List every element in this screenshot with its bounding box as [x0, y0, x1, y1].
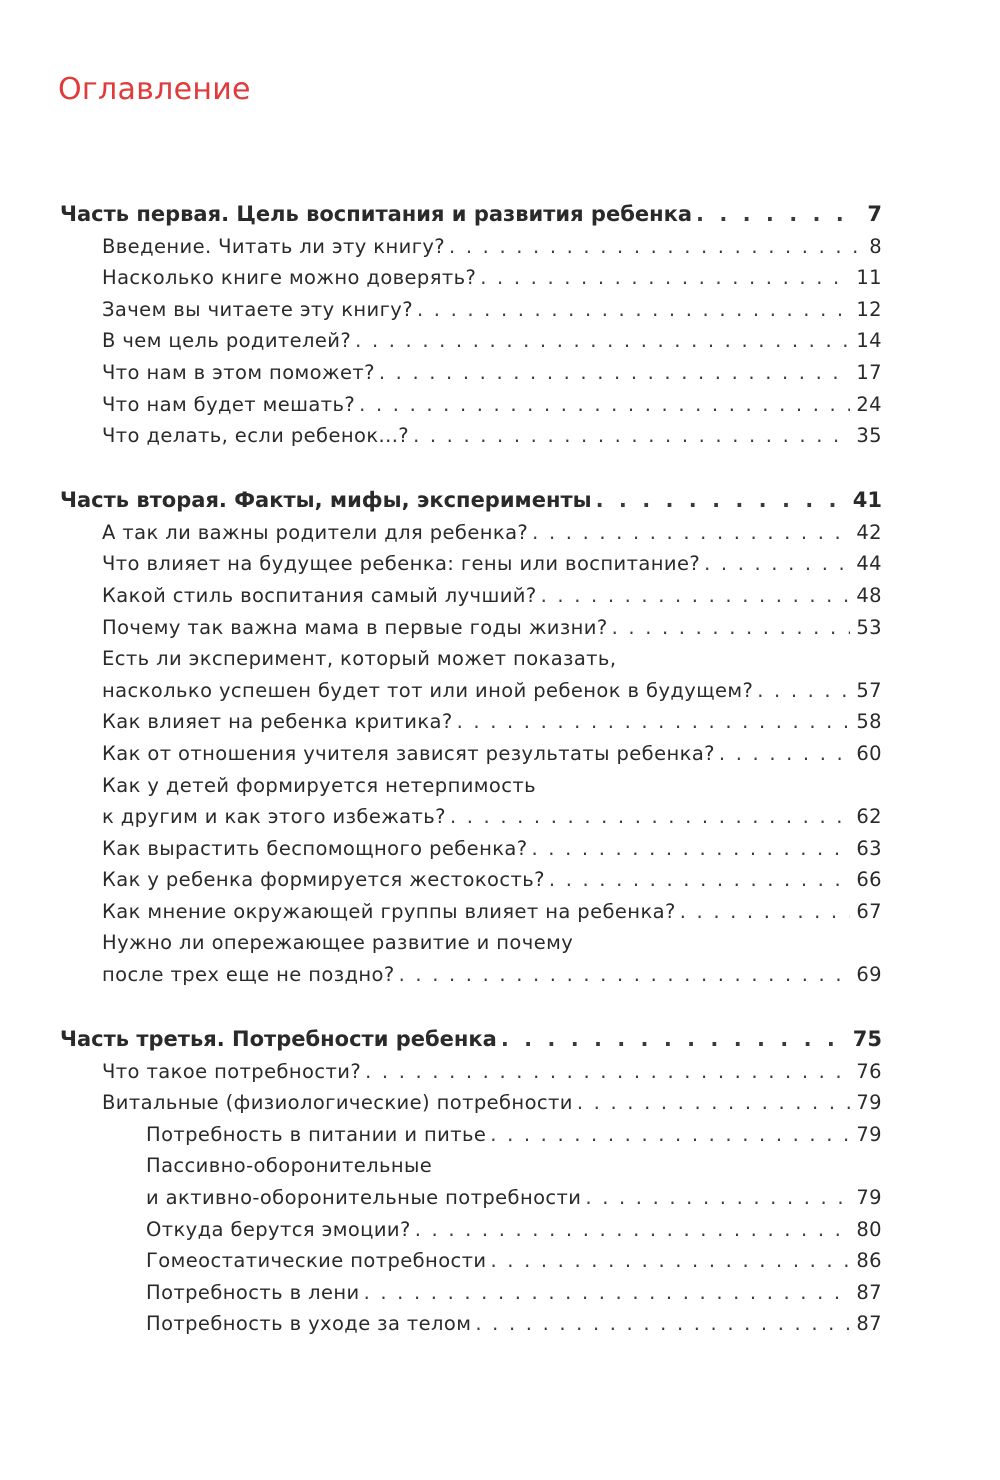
table-of-contents	[0, 198, 1000, 1341]
dot-leader	[696, 202, 861, 226]
toc-entry-title: Пассивно-оборонительные	[146, 1154, 433, 1178]
dot-leader	[532, 521, 850, 544]
page-number: 66	[856, 868, 882, 892]
toc-part-title: Часть вторая. Факты, мифы, эксперименты	[60, 488, 592, 513]
toc-entry	[0, 581, 1000, 613]
toc-entry	[0, 550, 1000, 582]
toc-entry	[0, 295, 1000, 327]
toc-entry-title: Как у детей формируется нетерпимость	[102, 773, 537, 797]
toc-entry	[0, 422, 1000, 454]
dot-leader	[413, 424, 850, 447]
dot-leader	[490, 1123, 850, 1146]
toc-entry	[0, 708, 1000, 740]
page-number: 11	[856, 266, 882, 290]
page-number: 57	[856, 678, 882, 702]
toc-entry	[0, 358, 1000, 390]
dot-leader	[364, 1281, 851, 1304]
dot-leader	[532, 837, 851, 860]
dot-leader	[719, 742, 850, 765]
toc-entry	[0, 264, 1000, 296]
page-number: 62	[856, 805, 882, 829]
toc-entry-title: Как влияет на ребенка критика?	[102, 710, 453, 734]
page-number: 80	[856, 1217, 882, 1241]
page-number: 24	[856, 392, 882, 416]
page-number: 12	[856, 297, 882, 321]
page-number: 35	[856, 424, 882, 448]
toc-entry-title: Потребность в уходе за телом	[146, 1312, 472, 1336]
dot-leader	[415, 1218, 851, 1241]
toc-entry	[0, 1183, 1000, 1215]
toc-entry	[0, 866, 1000, 898]
toc-entry-title: Насколько книге можно доверять?	[102, 266, 477, 290]
toc-part-heading	[0, 1023, 1000, 1057]
toc-entry	[0, 232, 1000, 264]
toc-entry-title: Что нам в этом поможет?	[102, 360, 375, 384]
page-number: 42	[856, 520, 882, 544]
dot-leader	[704, 552, 850, 575]
toc-entry-title: Введение. Читать ли эту книгу?	[102, 234, 446, 258]
toc-part	[0, 1023, 1000, 1341]
toc-entry	[0, 1247, 1000, 1279]
toc-part	[0, 198, 1000, 453]
dot-leader	[757, 679, 850, 702]
toc-part-title: Часть третья. Потребности ребенка	[60, 1027, 497, 1052]
toc-entry-title: Витальные (физиологические) потребности	[102, 1091, 573, 1115]
page-number: 63	[856, 836, 882, 860]
toc-entry	[0, 771, 1000, 803]
dot-leader	[450, 805, 850, 828]
dot-leader	[359, 393, 850, 416]
toc-entry	[0, 960, 1000, 992]
dot-leader	[490, 1249, 850, 1272]
toc-entry	[0, 1152, 1000, 1184]
toc-entry	[0, 1310, 1000, 1342]
toc-entry	[0, 834, 1000, 866]
dot-leader	[399, 963, 851, 986]
toc-entry-title: Потребность в питании и питье	[146, 1122, 487, 1146]
toc-entry-title: Что делать, если ребенок...?	[102, 424, 410, 448]
toc-entry	[0, 676, 1000, 708]
toc-entry-title: после трех еще не поздно?	[102, 963, 395, 987]
toc-entry-title: Откуда берутся эмоции?	[146, 1217, 411, 1241]
dot-leader	[417, 298, 850, 321]
toc-part-heading	[0, 484, 1000, 518]
page-number: 58	[856, 710, 882, 734]
toc-entry-title: Как вырастить беспомощного ребенка?	[102, 836, 528, 860]
dot-leader	[379, 361, 851, 384]
page-number: 75	[852, 1027, 882, 1052]
toc-part-title: Часть первая. Цель воспитания и развития ребенка	[60, 202, 693, 226]
toc-entry	[0, 1215, 1000, 1247]
page-number: 87	[856, 1280, 882, 1304]
toc-entry	[0, 1120, 1000, 1152]
page-number: 79	[856, 1091, 882, 1115]
toc-entry-title: Зачем вы читаете эту книгу?	[102, 297, 413, 321]
toc-entry-title: Как от отношения учителя зависят результаты ребенка?	[102, 741, 715, 765]
page-number: 53	[856, 615, 882, 639]
toc-entry-title: Есть ли эксперимент, который может показать,	[102, 647, 617, 671]
page-number: 17	[856, 360, 882, 384]
dot-leader	[680, 900, 851, 923]
toc-entry-title: Как мнение окружающей группы влияет на ребенка?	[102, 899, 676, 923]
page-number: 79	[856, 1186, 882, 1210]
dot-leader	[449, 235, 863, 258]
toc-entry	[0, 929, 1000, 961]
page-number: 44	[856, 552, 882, 576]
dot-leader	[541, 584, 851, 607]
toc-entry-title: Почему так важна мама в первые годы жизни?	[102, 615, 608, 639]
toc-entry	[0, 897, 1000, 929]
page-number: 48	[856, 583, 882, 607]
toc-entry	[0, 1057, 1000, 1089]
toc-entry	[0, 645, 1000, 677]
page-number: 41	[852, 488, 882, 513]
toc-part	[0, 484, 1000, 992]
dot-leader	[480, 266, 850, 289]
dot-leader	[585, 1186, 850, 1209]
toc-entry	[0, 739, 1000, 771]
toc-entry-title: Что нам будет мешать?	[102, 392, 356, 416]
toc-entry-title: Что влияет на будущее ребенка: гены или воспитание?	[102, 552, 701, 576]
toc-entry-title: Потребность в лени	[146, 1280, 360, 1304]
dot-leader	[355, 329, 850, 352]
toc-entry	[0, 390, 1000, 422]
toc-entry-title: Как у ребенка формируется жестокость?	[102, 868, 545, 892]
page-number: 60	[856, 741, 882, 765]
toc-entry-title: А так ли важны родители для ребенка?	[102, 520, 529, 544]
toc-entry-title: насколько успешен будет тот или иной ребенок в будущем?	[102, 678, 754, 702]
toc-part-heading	[0, 198, 1000, 232]
toc-entry-title: Гомеостатические потребности	[146, 1249, 487, 1273]
dot-leader	[596, 488, 847, 512]
dot-leader	[549, 868, 850, 891]
toc-entry-title: Какой стиль воспитания самый лучший?	[102, 583, 537, 607]
toc-entry	[0, 613, 1000, 645]
toc-entry-title: В чем цель родителей?	[102, 329, 352, 353]
dot-leader	[577, 1091, 851, 1114]
dot-leader	[365, 1060, 850, 1083]
toc-entry-title: Нужно ли опережающее развитие и почему	[102, 931, 574, 955]
page-number: 8	[869, 234, 882, 258]
dot-leader	[501, 1027, 847, 1051]
page-title: Оглавление	[58, 72, 251, 107]
page-number: 76	[856, 1059, 882, 1083]
page-number: 86	[856, 1249, 882, 1273]
toc-entry-title: Что такое потребности?	[102, 1059, 362, 1083]
toc-entry	[0, 1278, 1000, 1310]
dot-leader	[612, 616, 851, 639]
page-number: 79	[856, 1122, 882, 1146]
toc-entry	[0, 803, 1000, 835]
dot-leader	[475, 1312, 850, 1335]
toc-entry	[0, 518, 1000, 550]
page-number: 67	[856, 899, 882, 923]
toc-entry	[0, 1089, 1000, 1121]
toc-entry	[0, 327, 1000, 359]
page-number: 87	[856, 1312, 882, 1336]
page-number: 14	[856, 329, 882, 353]
toc-entry-title: и активно-оборонительные потребности	[146, 1186, 582, 1210]
toc-entry-title: к другим и как этого избежать?	[102, 805, 446, 829]
dot-leader	[457, 710, 851, 733]
page-number: 69	[856, 963, 882, 987]
page-number: 7	[867, 202, 882, 226]
